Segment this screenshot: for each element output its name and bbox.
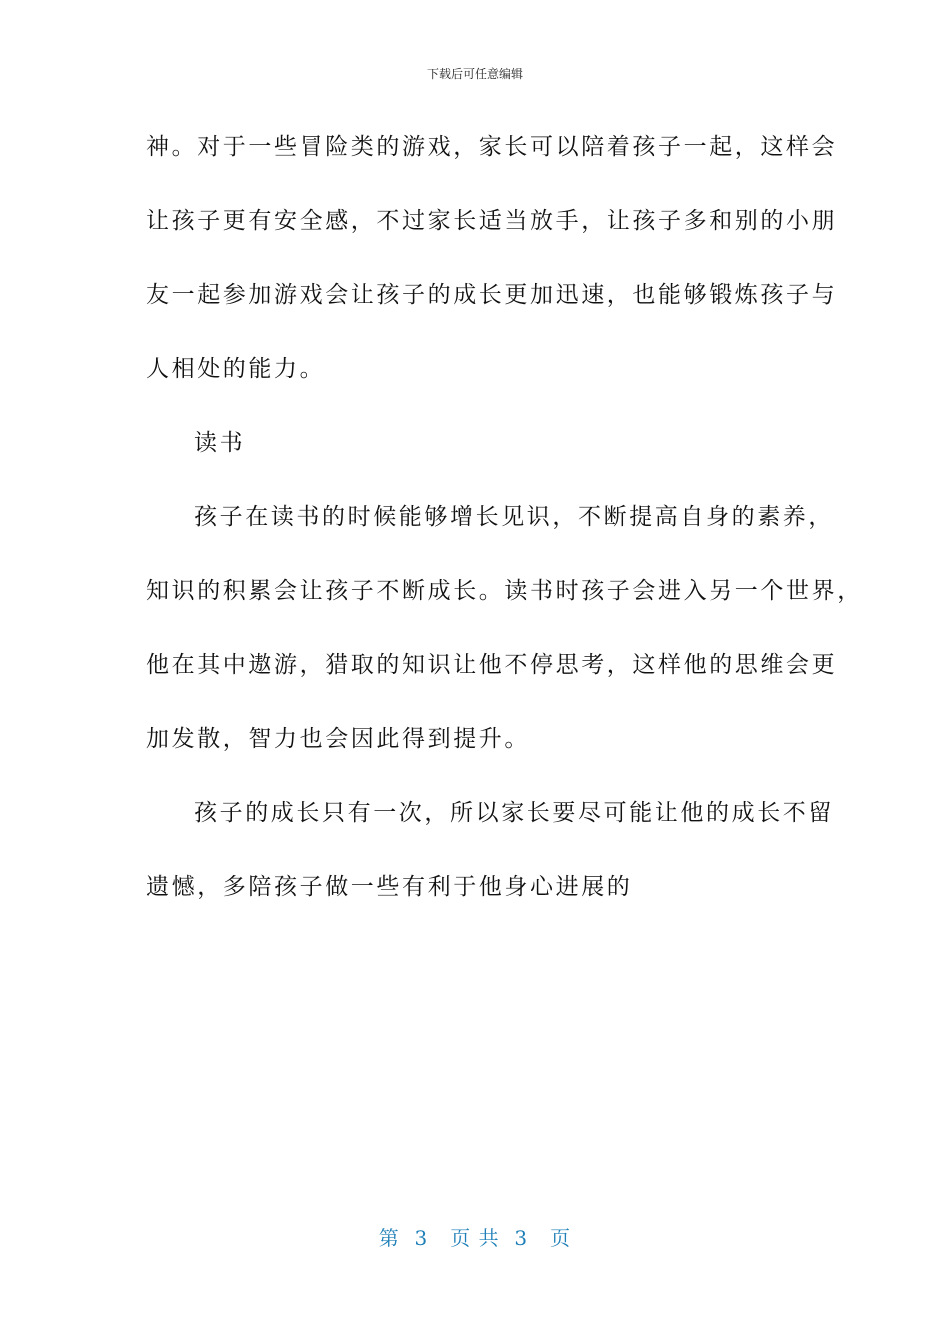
paragraph-line: 友一起参加游戏会让孩子的成长更加迅速，也能够锻炼孩子与 [146,282,838,308]
paragraph-line: 神。对于一些冒险类的游戏，家长可以陪着孩子一起，这样会 [146,134,838,160]
paragraph-line: 加发散，智力也会因此得到提升。 [146,726,530,752]
paragraph-line: 孩子在读书的时候能够增长见识，不断提高自身的素养， [194,504,834,530]
paragraph-line: 让孩子更有安全感，不过家长适当放手，让孩子多和别的小朋 [146,208,838,234]
page-number-footer: 第 3 页 共 3 页 [378,1226,572,1250]
section-heading: 读书 [194,430,246,456]
paragraph-line: 他在其中遨游，猎取的知识让他不停思考，这样他的思维会更 [146,652,838,678]
page-header: 下载后可任意编辑 [426,67,523,81]
paragraph-line: 孩子的成长只有一次，所以家长要尽可能让他的成长不留 [194,800,834,826]
paragraph-line: 知识的积累会让孩子不断成长。读书时孩子会进入另一个世界， [146,578,863,604]
paragraph-line: 人相处的能力。 [146,356,326,382]
paragraph-line: 遗憾，多陪孩子做一些有利于他身心进展的 [146,874,633,900]
document-body [146,110,863,924]
